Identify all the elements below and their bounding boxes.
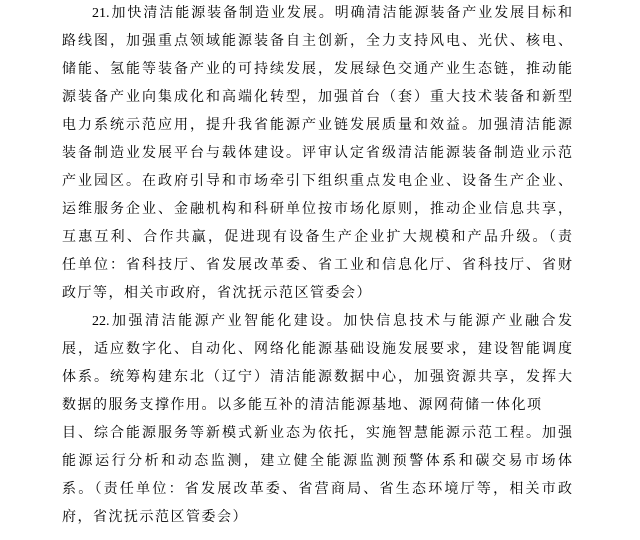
- text-line: 体系。统筹构建东北（辽宁）清洁能源数据中心，加强资源共享，发挥大: [62, 370, 572, 385]
- text-line: 任单位：省科技厅、省发展改革委、省工业和信息化厅、省科技厅、省财: [62, 258, 572, 273]
- text-line-paragraph-end: 府，省沈抚示范区管委会）: [62, 510, 248, 525]
- text-line: 系。（责任单位：省发展改革委、省营商局、省生态环境厅等，相关市政: [62, 482, 572, 497]
- text-line: 能源运行分析和动态监测，建立健全能源监测预警体系和碳交易市场体: [62, 454, 572, 469]
- document-text-block: [62, 0, 572, 532]
- text-line: 22.加强清洁能源产业智能化建设。加快信息技术与能源产业融合发: [92, 314, 572, 329]
- text-line: 产业园区。在政府引导和市场牵引下组织重点发电企业、设备生产企业、: [62, 174, 572, 189]
- text-line: 展，适应数字化、自动化、网络化能源基础设施发展要求，建设智能调度: [62, 342, 572, 357]
- text-line: 运维服务企业、金融机构和科研单位按市场化原则，推动企业信息共享，: [62, 202, 572, 217]
- text-line: 互惠互利、合作共赢，促进现有设备生产企业扩大规模和产品升级。（责: [62, 230, 572, 245]
- text-line: 数据的服务支撑作用。以多能互补的清洁能源基地、源网荷储一体化项: [62, 398, 543, 413]
- text-line: 目、综合能源服务等新模式新业态为依托，实施智慧能源示范工程。加强: [62, 426, 572, 441]
- text-line: 装备制造业发展平台与载体建设。评审认定省级清洁能源装备制造业示范: [62, 146, 572, 161]
- text-line: 储能、氢能等装备产业的可持续发展，发展绿色交通产业生态链，推动能: [62, 62, 572, 77]
- text-line: 21.加快清洁能源装备制造业发展。明确清洁能源装备产业发展目标和: [92, 6, 572, 21]
- text-line: 路线图，加强重点领域能源装备自主创新，全力支持风电、光伏、核电、: [62, 34, 572, 49]
- text-line-paragraph-end: 政厅等，相关市政府，省沈抚示范区管委会）: [62, 286, 372, 301]
- text-line: 源装备产业向集成化和高端化转型，加强首台（套）重大技术装备和新型: [62, 90, 572, 105]
- text-line: 电力系统示范应用，提升我省能源产业链发展质量和效益。加强清洁能源: [62, 118, 572, 133]
